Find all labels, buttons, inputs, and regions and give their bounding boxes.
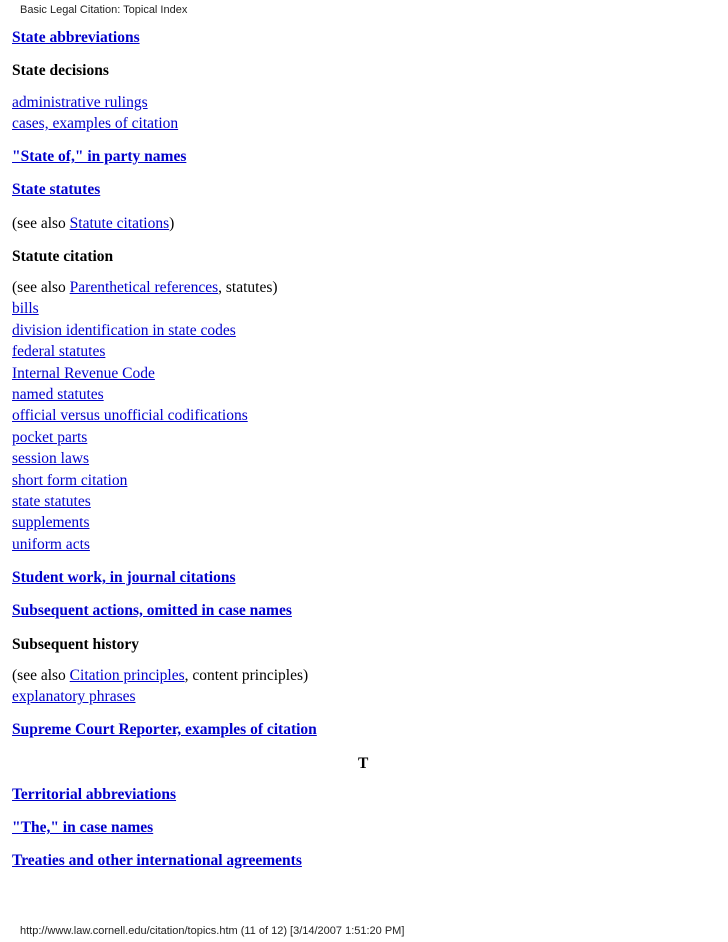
heading-statute-citation: Statute citation	[12, 248, 114, 265]
link-explanatory-phrases[interactable]: explanatory phrases	[12, 688, 136, 705]
link-bills[interactable]: bills	[12, 300, 39, 317]
link-session-laws[interactable]: session laws	[12, 450, 90, 467]
link-administrative-rulings[interactable]: administrative rulings	[12, 94, 148, 111]
link-supreme-court-reporter[interactable]: Supreme Court Reporter, examples of citation	[12, 721, 317, 738]
link-statute-citations[interactable]: Statute citations	[69, 215, 170, 232]
link-named-statutes[interactable]: named statutes	[12, 386, 104, 403]
see-also-citation-principles	[12, 667, 308, 685]
link-uniform-acts[interactable]: uniform acts	[12, 536, 90, 553]
link-state-abbreviations[interactable]: State abbreviations	[12, 29, 140, 46]
link-parenthetical-references[interactable]: Parenthetical references	[69, 279, 219, 296]
see-also-statute-citations	[12, 215, 174, 233]
statutes-suffix: , statutes)	[218, 279, 278, 296]
link-territorial-abbreviations[interactable]: Territorial abbreviations	[12, 786, 177, 803]
link-state-statutes[interactable]: State statutes	[12, 181, 101, 198]
link-division-identification[interactable]: division identification in state codes	[12, 322, 236, 339]
link-official-versus-unofficial[interactable]: official versus unofficial codifications	[12, 407, 248, 424]
link-state-statutes-sub[interactable]: state statutes	[12, 493, 91, 510]
link-internal-revenue-code[interactable]: Internal Revenue Code	[12, 365, 155, 382]
link-pocket-parts[interactable]: pocket parts	[12, 429, 88, 446]
see-also-parenthetical	[12, 279, 278, 297]
page-header: Basic Legal Citation: Topical Index	[20, 4, 188, 16]
see-also-text: (see also	[12, 667, 70, 684]
link-federal-statutes[interactable]: federal statutes	[12, 343, 106, 360]
link-short-form-citation[interactable]: short form citation	[12, 472, 128, 489]
close-paren: )	[169, 215, 175, 232]
link-state-of-party-names[interactable]: "State of," in party names	[12, 148, 187, 165]
link-the-in-case-names[interactable]: "The," in case names	[12, 819, 154, 836]
link-supplements[interactable]: supplements	[12, 514, 90, 531]
link-subsequent-actions[interactable]: Subsequent actions, omitted in case names	[12, 602, 292, 619]
link-treaties[interactable]: Treaties and other international agreements	[12, 852, 302, 869]
link-student-work[interactable]: Student work, in journal citations	[12, 569, 236, 586]
see-also-text: (see also	[12, 279, 70, 296]
heading-subsequent-history: Subsequent history	[12, 636, 140, 653]
see-also-text: (see also	[12, 215, 70, 232]
letter-heading-t: T	[358, 755, 369, 772]
content-principles-suffix: , content principles)	[184, 667, 309, 684]
link-citation-principles[interactable]: Citation principles	[69, 667, 185, 684]
heading-state-decisions: State decisions	[12, 62, 109, 79]
page-footer: http://www.law.cornell.edu/citation/topics.htm (11 of 12) [3/14/2007 1:51:20 PM]	[20, 925, 405, 937]
link-cases-examples[interactable]: cases, examples of citation	[12, 115, 179, 132]
